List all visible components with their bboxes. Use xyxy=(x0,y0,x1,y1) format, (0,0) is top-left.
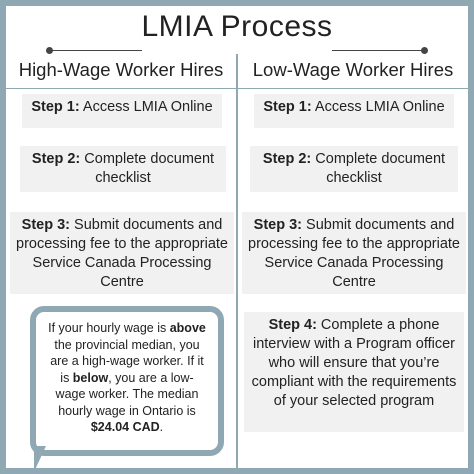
column-header-high-wage: High-Wage Worker Hires xyxy=(18,59,224,80)
column-divider xyxy=(236,54,238,468)
low-wage-step-1 xyxy=(254,94,454,128)
wage-note-bubble xyxy=(30,306,224,456)
low-wage-step-4 xyxy=(244,312,464,432)
step-text: Complete document checklist xyxy=(311,151,446,186)
page-title: LMIA Process xyxy=(141,10,333,43)
low-wage-step-2 xyxy=(250,146,458,192)
step-label: Step 1: xyxy=(31,99,80,115)
high-wage-step-1 xyxy=(22,94,222,128)
median-wage-value: $24.04 CAD xyxy=(90,420,160,434)
step-text: Complete document checklist xyxy=(80,151,215,186)
step-label: Step 2: xyxy=(262,151,312,167)
infographic-frame xyxy=(6,6,468,468)
note-emphasis: above xyxy=(169,321,206,335)
step-text: Complete a phone interview with a Program officer who will ensure that you’re compliant with the requirements of your selected program xyxy=(251,317,457,409)
note-text: . xyxy=(159,420,164,434)
step-label: Step 4: xyxy=(268,317,317,333)
step-label: Step 3: xyxy=(253,217,302,233)
title-rule-left xyxy=(50,50,142,51)
note-text: the provincial median, you are a high-wage worker. If it is xyxy=(50,337,204,385)
low-wage-step-3 xyxy=(242,212,466,294)
step-text: Submit documents and processing fee to the appropriate Service Canada Processing Centre xyxy=(248,217,460,290)
note-text: If your hourly wage is xyxy=(48,321,170,335)
step-text: Access LMIA Online xyxy=(311,99,445,115)
note-text: , you are a low-wage worker. The median hourly wage in Ontario is xyxy=(55,370,199,418)
title-rule-right xyxy=(332,50,424,51)
step-text: Submit documents and processing fee to the appropriate Service Canada Processing Centre xyxy=(16,217,228,290)
note-emphasis: below xyxy=(72,370,109,385)
step-label: Step 2: xyxy=(31,151,81,167)
high-wage-step-3 xyxy=(10,212,234,294)
high-wage-step-2 xyxy=(20,146,226,192)
column-header-low-wage: Low-Wage Worker Hires xyxy=(252,59,454,80)
step-text: Access LMIA Online xyxy=(79,99,213,115)
step-label: Step 1: xyxy=(263,99,312,115)
speech-bubble-tail xyxy=(34,446,58,472)
step-label: Step 3: xyxy=(21,217,70,233)
